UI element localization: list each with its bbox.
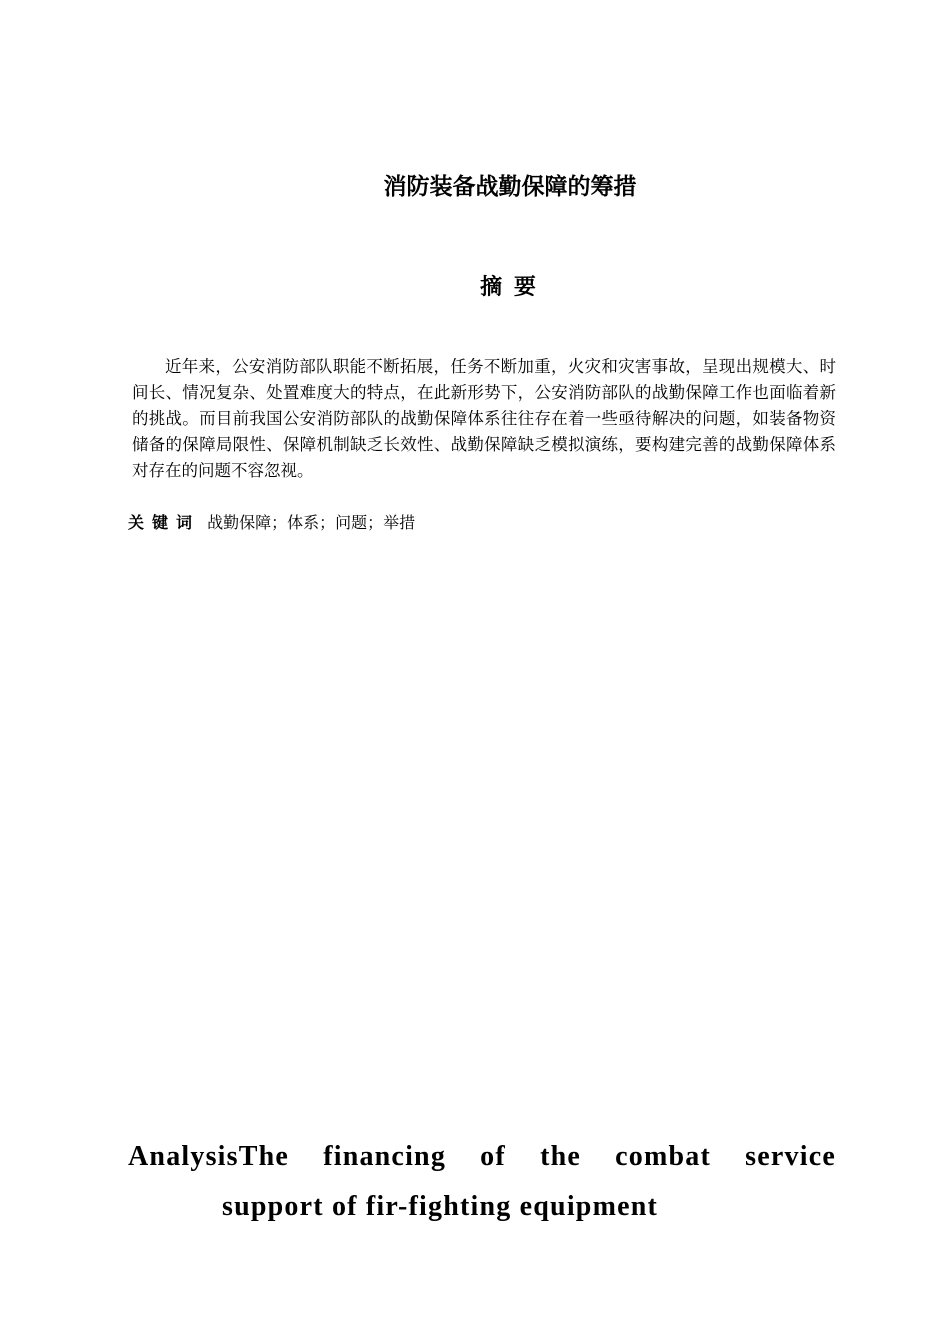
english-title-word: service (745, 1141, 836, 1172)
english-title-word: of (480, 1141, 506, 1172)
keywords-line (128, 510, 848, 533)
english-title-line2: support of fir-fighting equipment (222, 1191, 659, 1222)
english-title-word: the (540, 1141, 581, 1172)
abstract-body: 近年来，公安消防部队职能不断拓展，任务不断加重，火灾和灾害事故，呈现出规模大、时间长、情况复杂、处置难度大的特点，在此新形势下，公安消防部队的战勤保障工作也面临着新的挑战。而目前我国公安消防部队的战勤保障体系往往存在着一些亟待解决的问题，如装备物资储备的保障局限性、保障机制缺乏长效性、战勤保障缺乏模拟演练，要构建完善的战勤保障体系对存在的问题不容忽视。 (132, 357, 836, 480)
english-title-word: combat (615, 1141, 712, 1172)
english-title-line1 (128, 1132, 836, 1182)
english-title (128, 1132, 836, 1232)
chinese-title: 消防装备战勤保障的筹措 (383, 174, 637, 200)
english-title-word: AnalysisThe (128, 1141, 290, 1172)
abstract-heading: 摘 要 (480, 275, 536, 300)
keywords-list: 战勤保障；体系；问题；举措 (207, 513, 416, 532)
english-title-word: financing (323, 1141, 447, 1172)
keywords-label: 关键词 (128, 513, 201, 532)
